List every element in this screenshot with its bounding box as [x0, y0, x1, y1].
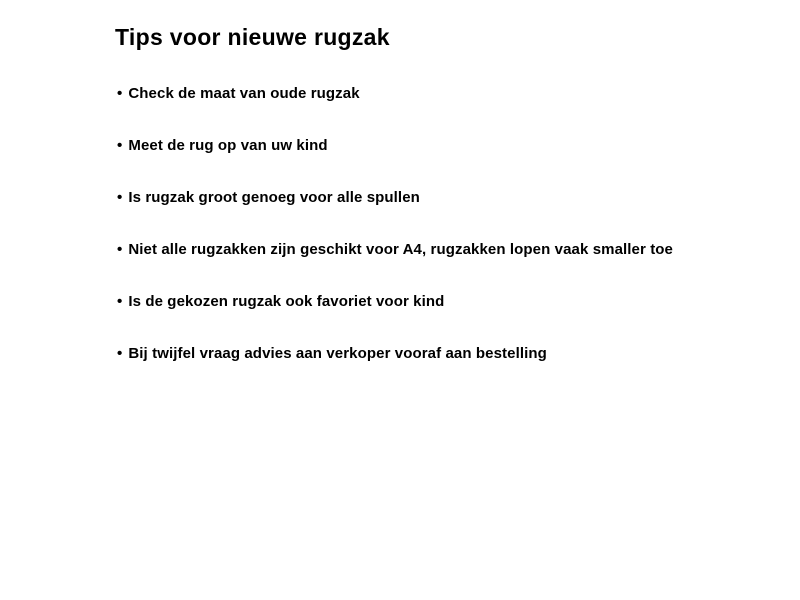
- bullet-text: Check de maat van oude rugzak: [128, 85, 360, 102]
- bullet-list: [117, 84, 673, 396]
- bullet-item: [117, 84, 673, 103]
- bullet-text: Bij twijfel vraag advies aan verkoper vooraf aan bestelling: [128, 345, 547, 362]
- bullet-icon: •: [117, 137, 123, 154]
- page-title: Tips voor nieuwe rugzak: [115, 24, 390, 50]
- bullet-text: Is de gekozen rugzak ook favoriet voor kind: [128, 293, 445, 310]
- bullet-icon: •: [117, 189, 123, 206]
- bullet-text: Niet alle rugzakken zijn geschikt voor A4, rugzakken lopen vaak smaller toe: [128, 241, 673, 258]
- bullet-item: [117, 240, 673, 259]
- bullet-icon: •: [117, 345, 123, 362]
- bullet-item: [117, 344, 673, 363]
- bullet-icon: •: [117, 293, 123, 310]
- bullet-item: [117, 188, 673, 207]
- bullet-item: [117, 292, 673, 311]
- bullet-icon: •: [117, 85, 123, 102]
- bullet-text: Is rugzak groot genoeg voor alle spullen: [128, 189, 420, 206]
- bullet-icon: •: [117, 241, 123, 258]
- bullet-text: Meet de rug op van uw kind: [128, 137, 328, 154]
- bullet-item: [117, 136, 673, 155]
